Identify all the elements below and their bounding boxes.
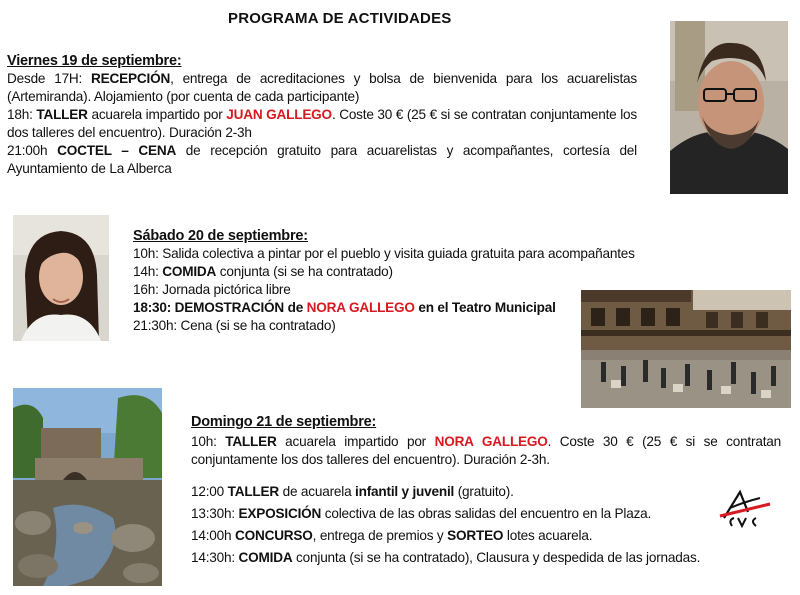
sunday-exhibition: 13:30h: EXPOSICIÓN colectiva de las obras salidas del encuentro en la Plaza. bbox=[191, 506, 652, 521]
friday-reception: Desde 17H: RECEPCIÓN, entrega de acreditaciones y bolsa de bienvenida para los acuarelistas (Artemiranda). Alojamiento (por cuenta de cada participante) bbox=[7, 71, 637, 104]
saturday-outing: 10h: Salida colectiva a pintar por el pueblo y visita guiada gratuita para acompañantes bbox=[133, 246, 635, 261]
river-photo bbox=[13, 388, 162, 586]
sunday-heading: Domingo 21 de septiembre: bbox=[191, 414, 377, 430]
saturday-lunch: 14h: COMIDA conjunta (si se ha contratado) bbox=[133, 264, 393, 279]
sunday-section bbox=[191, 413, 781, 469]
saturday-dinner: 21:30h: Cena (si se ha contratado) bbox=[133, 318, 336, 333]
friday-dinner: 21:00h COCTEL – CENA de recepción gratuito para acuarelistas y acompañantes, cortesía del Ayuntamiento de La Alberca bbox=[7, 143, 637, 176]
friday-heading: Viernes 19 de septiembre: bbox=[7, 53, 182, 69]
saturday-heading: Sábado 20 de septiembre: bbox=[133, 228, 308, 244]
page-title: PROGRAMA DE ACTIVIDADES bbox=[228, 10, 452, 27]
juan-gallego-photo bbox=[670, 21, 788, 194]
sunday-more bbox=[191, 483, 721, 567]
sunday-workshop: 10h: TALLER acuarela impartido por NORA GALLEGO. Coste 30 € (25 € si se contratan conjuntamente los dos talleres del encuentro). Duración 2-3h. bbox=[191, 434, 781, 467]
sunday-lunch: 14:30h: COMIDA conjunta (si se ha contratado), Clausura y despedida de las jornadas. bbox=[191, 550, 701, 565]
plaza-photo bbox=[581, 290, 791, 408]
friday-section bbox=[7, 52, 637, 178]
saturday-free: 16h: Jornada pictórica libre bbox=[133, 282, 291, 297]
friday-workshop: 18h: TALLER acuarela impartido por JUAN GALLEGO. Coste 30 € (25 € si se contratan conjuntamente los dos talleres del encuentro). Duración 2-3h bbox=[7, 107, 637, 140]
sunday-contest: 14:00h CONCURSO, entrega de premios y SORTEO lotes acuarela. bbox=[191, 528, 593, 543]
saturday-demo: 18:30: DEMOSTRACIÓN de NORA GALLEGO en el Teatro Municipal bbox=[133, 300, 556, 315]
sunday-kids-workshop: 12:00 TALLER de acuarela infantil y juvenil (gratuito). bbox=[191, 484, 514, 499]
acvc-logo bbox=[718, 488, 774, 530]
nora-gallego-photo bbox=[13, 215, 109, 341]
